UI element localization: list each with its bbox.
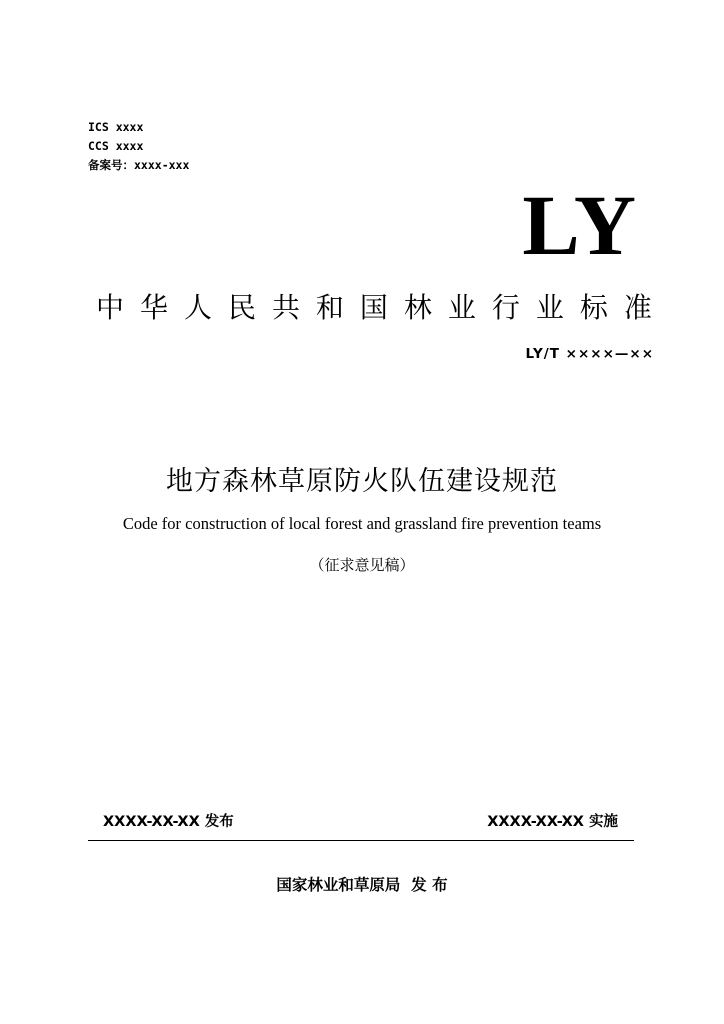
standard-category-char: 业 (535, 291, 564, 324)
standard-category-char: 行 (491, 291, 520, 324)
standard-category-char: 中 (96, 291, 125, 324)
standard-category-char: 业 (447, 291, 476, 324)
record-number: 备案号：xxxx-xxx (88, 158, 190, 172)
document-metadata (88, 118, 189, 175)
ly-standard-logo: LY (522, 177, 638, 273)
standard-category-char: 标 (579, 291, 608, 324)
publisher: 国家林业和草原局 发 布 (276, 876, 448, 894)
standard-category-char: 国 (359, 291, 388, 324)
ccs-code: CCS xxxx (88, 139, 144, 153)
document-title-zh: 地方森林草原防火队伍建设规范 (166, 466, 558, 497)
implementation-date: XXXX-XX-XX 实施 (487, 814, 618, 830)
document-title-en: Code for construction of local forest and grassland fire prevention teams (122, 514, 602, 533)
standard-category-char: 准 (623, 291, 652, 324)
draft-status: （征求意见稿） (309, 556, 415, 574)
footer-divider (88, 840, 634, 841)
ics-code: ICS xxxx (88, 120, 144, 134)
standard-category-title (96, 290, 652, 326)
standard-category-char: 共 (271, 291, 300, 324)
release-date: XXXX-XX-XX 发布 (103, 814, 234, 830)
standard-number: LY/T ××××—×× (525, 346, 654, 362)
standard-category-char: 林 (403, 291, 432, 324)
standard-category-char: 和 (315, 291, 344, 324)
standard-category-char: 华 (139, 291, 168, 324)
standard-category-char: 民 (227, 291, 256, 324)
standard-category-char: 人 (183, 291, 212, 324)
